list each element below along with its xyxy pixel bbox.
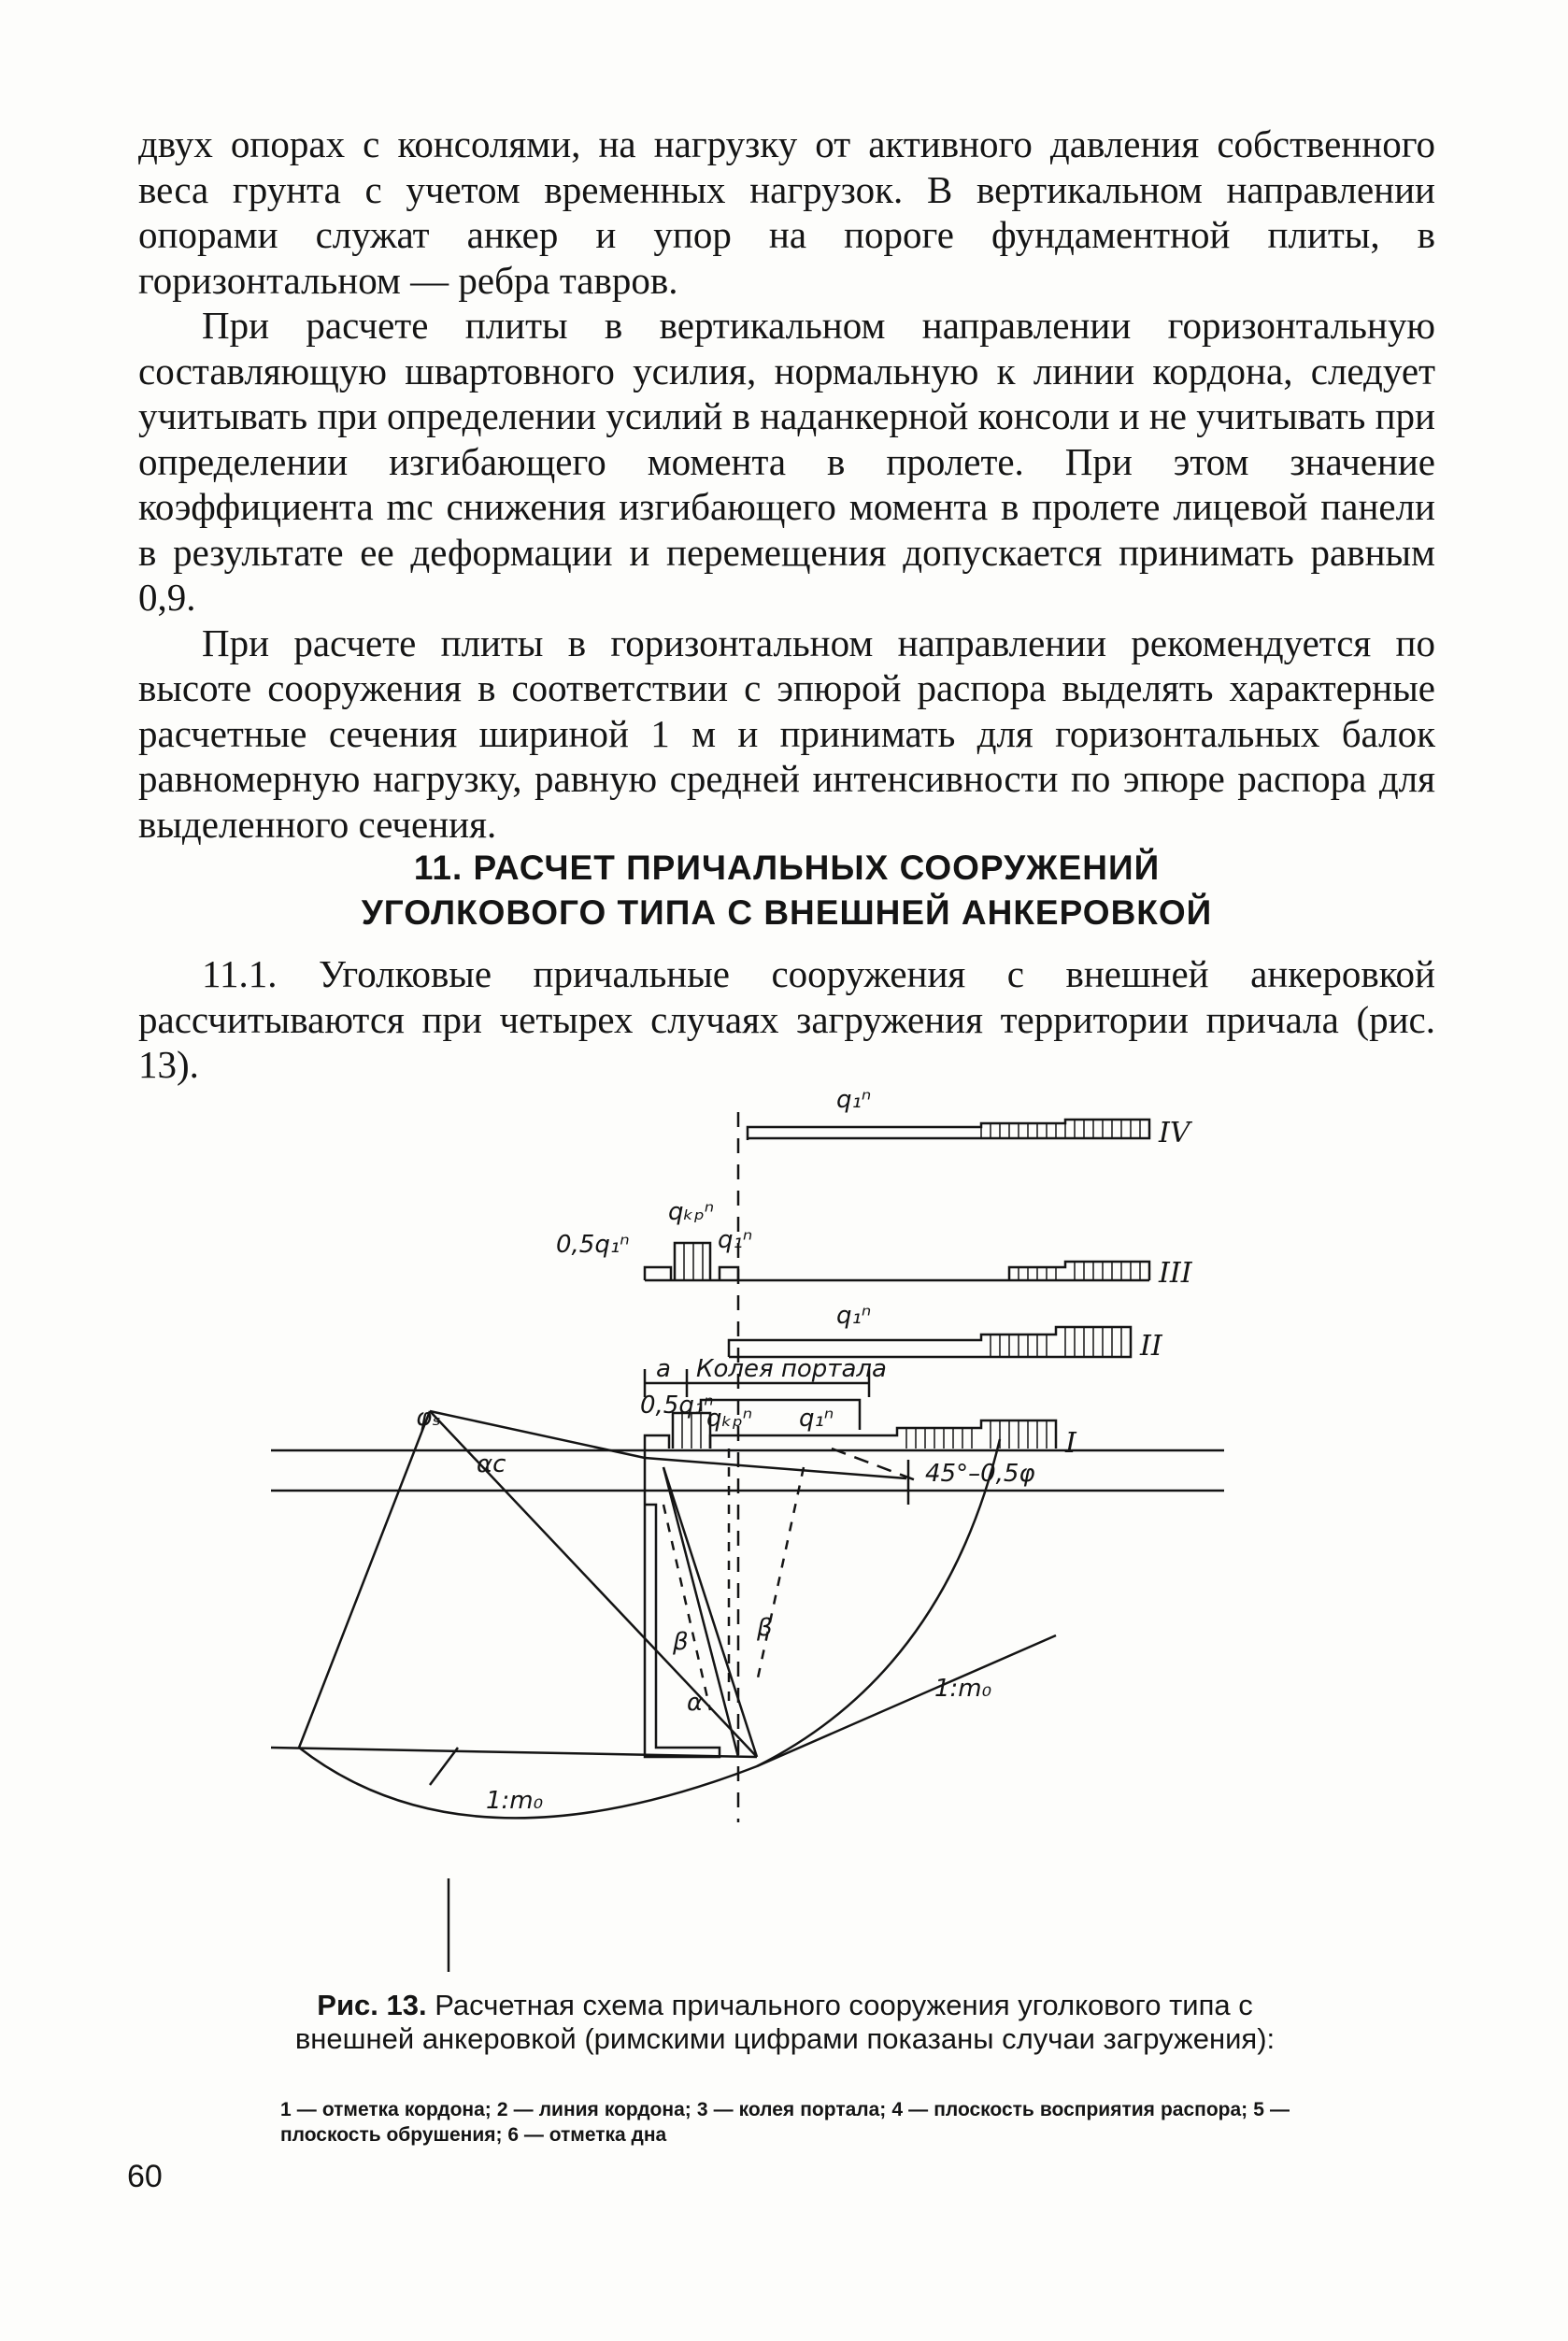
paragraph-2: При расчете плиты в вертикальном направлении горизонтальную составляющую швартовного усилия, нормальную к линии кордона, следует учитывать при определении усилий в наданкерной консоли и не учитывать при определении изгибающего момента в пролете. При этом значение коэффициента mс снижения изгибающего момента в пролете лицевой панели в результате ее деформации и перемещения допускается принимать равным 0,9. [138, 304, 1435, 619]
label-track: Колея портала [696, 1355, 887, 1383]
label-slope-right: 1:m₀ [934, 1675, 992, 1703]
label-qkr-i: qₖₚⁿ [706, 1405, 753, 1433]
case-iii-base [645, 1267, 671, 1280]
bottom-slope-right [757, 1635, 1056, 1766]
case-label-iii: III [1159, 1257, 1192, 1290]
paragraph-1: двух опорах с консолями, на нагрузку от активного давления собственного веса грунта с учетом временных нагрузок. В вертикальном направлении опорами служат анкер и упор на пороге фундаментной плиты, в горизонтальном — ребра тавров. [138, 122, 1435, 302]
label-alpha: α [687, 1689, 704, 1717]
case-iii-qkr [675, 1243, 710, 1280]
figure-13-diagram [271, 1086, 1299, 1981]
label-q1-ii: q₁ⁿ [836, 1302, 872, 1330]
label-a: a [656, 1355, 671, 1383]
figure-13 [271, 1086, 1299, 1981]
section-heading-line-1: 11. РАСЧЕТ ПРИЧАЛЬНЫХ СООРУЖЕНИЙ [413, 849, 1161, 887]
label-beta-left: β [673, 1628, 689, 1656]
case-label-i: I [1065, 1427, 1076, 1460]
label-half-q1-iii: 0,5q₁ⁿ [556, 1231, 630, 1259]
label-beta-right: β [757, 1614, 773, 1642]
case-ii-load [729, 1327, 1131, 1357]
section-intro [138, 951, 1435, 1088]
page-number: 60 [127, 2159, 163, 2194]
label-angle: 45°–0,5φ [925, 1460, 1035, 1488]
section-heading-line-2: УГОЛКОВОГО ТИПА С ВНЕШНЕЙ АНКЕРОВКОЙ [361, 893, 1213, 932]
label-slope-left: 1:m₀ [486, 1787, 544, 1815]
label-phi: φₛ [416, 1404, 441, 1432]
left-slope [299, 1411, 430, 1748]
section-heading [138, 846, 1435, 935]
slip-arc [299, 1439, 1000, 1818]
figure-legend: 1 — отметка кордона; 2 — линия кордона; 3 — колея портала; 4 — плоскость восприятия распора; 5 — плоскость обрушения; 6 — отметка дна [280, 2099, 1290, 2146]
body-text [138, 121, 1435, 847]
label-qkr-iii: qₖₚⁿ [668, 1198, 715, 1226]
case-label-iv: IV [1159, 1117, 1190, 1149]
case-i-half-q1 [645, 1435, 669, 1449]
label-q1-i: q₁ⁿ [799, 1405, 834, 1433]
case-i-q1 [710, 1420, 1056, 1449]
label-half-q1-i: 0,5q₁ⁿ [640, 1392, 714, 1420]
bottom-line [271, 1748, 757, 1757]
label-q1-top: q₁ⁿ [836, 1086, 872, 1114]
case-iii-right [1009, 1262, 1149, 1280]
caption-lead: Рис. 13. [317, 1989, 427, 2021]
case-iv-load [748, 1120, 1149, 1140]
section-intro-paragraph: 11.1. Уголковые причальные сооружения с внешней анкеровкой рассчитываются при четырех случаях загружения территории причала (рис. 13). [138, 952, 1435, 1086]
label-q1-iii: q₁ⁿ [718, 1226, 753, 1254]
figure-caption [280, 1989, 1290, 2056]
case-label-ii: II [1140, 1330, 1162, 1363]
case-iii-q1 [720, 1267, 738, 1280]
caption-text: Расчетная схема причального сооружения уголкового типа с внешней анкеровкой (римскими цифрами показаны случаи загружения): [294, 1989, 1276, 2055]
paragraph-3: При расчете плиты в горизонтальном направлении рекомендуется по высоте сооружения в соответствии с эпюрой распора выделять характерные расчетные сечения шириной 1 м и принимать для горизонтальных балок равномерную нагрузку, равную средней интенсивности по эпюре распора для выделенного сечения. [138, 621, 1435, 846]
label-alpha-c: αс [477, 1450, 506, 1478]
